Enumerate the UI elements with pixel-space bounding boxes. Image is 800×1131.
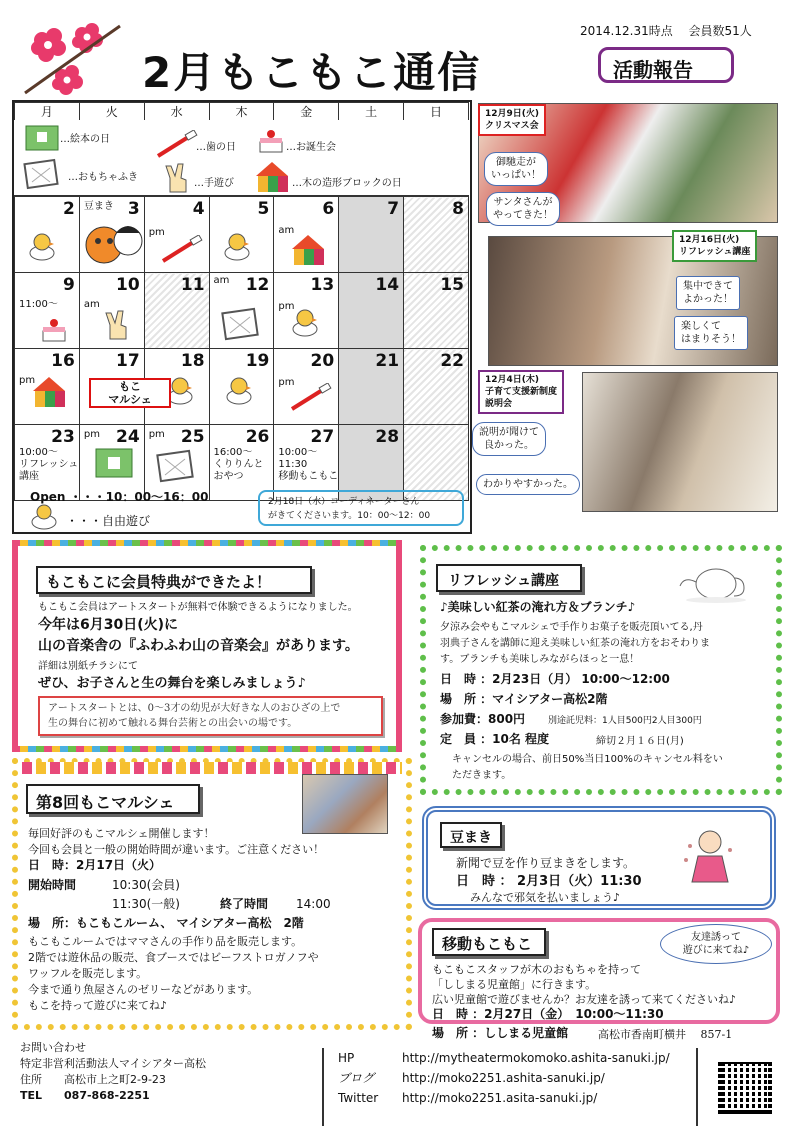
refresh-line-1: 夕涼み会やもこマルシェで手作りお菓子を販売頂いてる,丹 <box>440 622 703 633</box>
day-cell: 15 <box>404 273 469 349</box>
hp-label: HP <box>338 1051 355 1065</box>
open-hours: Open ・・・10：00～16：00 <box>30 490 209 504</box>
day-cell: 26 16:00～ くりりんと おやつ <box>209 425 274 501</box>
oni-okame-icon <box>84 217 144 269</box>
block-house-icon <box>288 231 328 269</box>
refresh-line-3: す。ブランチも美味しみながらほっと一息！ <box>440 654 640 665</box>
benefit-line-2: 今年は6月30日(火)に <box>38 617 179 633</box>
link-block <box>322 1048 698 1126</box>
chick-icon <box>222 231 252 261</box>
idou-place: 場 所 ：ししまる児童館 <box>432 1026 569 1040</box>
day-cell: 22 <box>404 349 469 425</box>
cake-icon <box>256 128 286 156</box>
teapot-icon <box>676 554 756 604</box>
marche-title: 第8回もこマルシェ <box>26 784 200 814</box>
qr-code-icon[interactable] <box>718 1060 772 1114</box>
blog-label: ブログ <box>338 1071 375 1085</box>
idou-line-1: もこもこスタッフが木のおもちゃを持って <box>432 963 641 976</box>
day-cell: 20 pm <box>274 349 339 425</box>
weekday-fri: 金 <box>274 103 339 121</box>
marche-line-2: 今回も会員と一般の開始時間が違います。ご注意ください！ <box>28 843 325 856</box>
day-cell: 18 <box>144 349 209 425</box>
day-cell: 28 <box>339 425 404 501</box>
calendar <box>12 100 472 534</box>
picture-book-icon <box>94 447 134 481</box>
girl-throwing-beans-icon <box>680 826 740 896</box>
weekday-tue: 火 <box>79 103 144 121</box>
refresh-cancel-2: ただきます。 <box>452 770 512 781</box>
marche-end-label: 終了時間 <box>220 897 269 911</box>
marche-line-3: もこもこルームではママさんの手作り品を販売します。 <box>28 935 303 948</box>
refresh-capacity: 定 員 ：10名 程度 <box>440 732 550 746</box>
day-cell: 6 am <box>274 197 339 273</box>
member-count: 2014.12.31時点 会員数51人 <box>580 24 752 38</box>
refresh-cancel-1: キャンセルの場合、前日50%当日100%のキャンセル料をい <box>452 754 723 765</box>
contact-heading: お問い合わせ <box>20 1041 86 1054</box>
idou-line-2: 「ししまる児童館」に行きます。 <box>432 978 597 991</box>
mamemaki-date: 日 時 ： 2月3日（火）11:30 <box>456 874 642 889</box>
toothbrush-icon <box>159 235 203 265</box>
marche-line-1: 毎回好評のもこマルシェ開催します！ <box>28 827 215 840</box>
day-cell: 10 am <box>79 273 144 349</box>
day-cell: 21 <box>339 349 404 425</box>
kosodate-photo <box>582 372 778 512</box>
org-address: 住所 高松市上之町2-9-23 <box>20 1073 166 1086</box>
flower-garland <box>22 762 402 774</box>
weekday-sun: 日 <box>404 103 469 121</box>
weekday-sat: 土 <box>339 103 404 121</box>
org-name: 特定非営利活動法人マイシアター高松 <box>20 1057 207 1070</box>
blog-link[interactable]: http://moko2251.ashita-sanuki.jp/ <box>402 1071 605 1085</box>
mamemaki-line-2: みんなで邪気を払いましょう♪ <box>470 891 621 904</box>
day-cell: 9 11:00～ <box>15 273 80 349</box>
kosodate-bubble-1: 説明が聞けて 良かった。 <box>472 422 546 456</box>
artstart-note: アートスタートとは、0～3才の幼児が大好きな人のおひざの上で 生の舞台に初めて触れる舞台芸術との出会いの場です。 <box>38 696 383 736</box>
toothbrush-icon <box>288 383 332 413</box>
refresh-date: 日 時 ：2月23日（月） 10:00～12:00 <box>440 672 670 686</box>
picture-book-icon <box>24 124 60 154</box>
day-cell: 2 <box>15 197 80 273</box>
day-cell: 25 pm <box>144 425 209 501</box>
refresh-title: リフレッシュ講座 <box>436 564 582 592</box>
day-cell: 14 <box>339 273 404 349</box>
marche-line-7: もこを持って遊びに来てね♪ <box>28 999 168 1012</box>
cleaning-cloth-icon <box>22 156 62 192</box>
day-cell: 17 <box>79 349 144 425</box>
cleaning-cloth-icon <box>220 301 262 341</box>
mokomarche-ribbon: もこ マルシェ <box>89 378 171 408</box>
benefit-line-4: 詳細は別紙チラシにて <box>38 661 138 672</box>
day-cell: 11 <box>144 273 209 349</box>
marche-photo <box>302 774 388 834</box>
refresh-bubble-1: 集中できて よかった！ <box>676 276 740 310</box>
refresh-subtitle: ♪美味しい紅茶の淹れ方＆ブランチ♪ <box>440 600 636 614</box>
marche-start-general: 11:30(一般) <box>112 897 180 911</box>
refresh-deadline: 締切２月１６日(月) <box>596 736 684 747</box>
chick-icon <box>27 231 57 261</box>
activity-report-badge: 活動報告 <box>598 47 734 83</box>
refresh-course-tag: 12月16日(火) リフレッシュ講座 <box>672 230 757 262</box>
idou-line-3: 広い児童館で遊びませんか？お友達を誘って来てくださいね♪ <box>432 993 737 1006</box>
marche-line-4: 2階では遊休品の販売、食ブースではビーフストロガノフや <box>28 951 319 964</box>
day-cell: 27 10:00～ 11:30 移動もこもこ <box>274 425 339 501</box>
day-cell: 3 豆まき <box>79 197 144 273</box>
weekday-thu: 木 <box>209 103 274 121</box>
day-cell: 8 <box>404 197 469 273</box>
block-house-icon <box>252 160 292 196</box>
twitter-label: Twitter <box>338 1091 379 1105</box>
toothbrush-icon <box>154 130 198 160</box>
day-cell: 5 <box>209 197 274 273</box>
idou-date: 日 時 ：2月27日（金） 10:00～11:30 <box>432 1007 664 1021</box>
chick-icon <box>290 307 320 337</box>
marche-end-time: 14:00 <box>296 897 331 911</box>
refresh-line-2: 羽典子さんを講師に迎え美味しい紅茶の淹れ方をおそわりま <box>440 638 710 649</box>
benefit-line-1: もこもこ会員はアートスタートが無料で体験できるようになりました。 <box>38 602 358 613</box>
page-title: 2月もこもこ通信 <box>142 48 482 97</box>
refresh-bubble-2: 楽しくて はまりそう！ <box>674 316 748 350</box>
day-cell: 23 10:00～ リフレッシュ 講座 <box>15 425 80 501</box>
refresh-fee-note: 別途託児料：1人目500円2人目300円 <box>548 716 702 726</box>
xmas-party-tag: 12月9日(火) クリスマス会 <box>478 104 546 136</box>
calendar-legend: …絵本の日 …おもちゃふき …歯の日 …手遊び …お誕生会 …木の造形ブロックの日 <box>14 120 469 196</box>
kosodate-bubble-2: わかりやすかった。 <box>476 474 580 495</box>
weekday-mon: 月 <box>15 103 80 121</box>
hand-play-icon <box>162 162 192 194</box>
cake-icon <box>39 317 69 345</box>
refresh-fee: 参加費：800円 <box>440 712 526 726</box>
day-cell: 13 pm <box>274 273 339 349</box>
hand-play-icon <box>102 309 132 343</box>
xmas-bubble-1: 御馳走が いっぱい！ <box>484 152 548 186</box>
chick-icon <box>224 375 254 405</box>
day-cell: 12 am <box>209 273 274 349</box>
day-cell: 4 pm <box>144 197 209 273</box>
marche-date: 日 時：2月17日（火） <box>28 858 162 872</box>
kosodate-tag: 12月4日(木) 子育て支援新制度 説明会 <box>478 370 564 414</box>
benefit-line-5: ぜひ、お子さんと生の舞台を楽しみましょう♪ <box>38 676 306 691</box>
hp-link[interactable]: http://mytheatermokomoko.ashita-sanuki.jp/ <box>402 1051 670 1065</box>
weekday-wed: 水 <box>144 103 209 121</box>
contact-block <box>20 1040 206 1104</box>
idou-title: 移動もこもこ <box>432 928 546 956</box>
marche-start-label: 開始時間 <box>28 878 77 892</box>
cleaning-cloth-icon <box>155 447 197 487</box>
chick-icon <box>30 502 60 530</box>
refresh-place: 場 所 ：マイシアター高松2階 <box>440 692 608 706</box>
benefit-line-3: 山の音楽舎の『ふわふわ山の音楽会』があります。 <box>38 638 359 654</box>
day-cell: 16 pm <box>15 349 80 425</box>
idou-bubble: 友達誘って 遊びに来てね♪ <box>660 924 772 964</box>
plum-flowers-icon <box>20 18 130 98</box>
marche-start-member: 10:30(会員) <box>112 878 180 892</box>
coordinator-note: 2月18日（水）コーディネーターさん がきてくださいます。10：00～12：00 <box>258 490 464 526</box>
day-cell: 7 <box>339 197 404 273</box>
marche-place: 場 所：もこもこルーム、 マイシアター高松 2階 <box>28 916 304 930</box>
mamemaki-title: 豆まき <box>440 822 502 848</box>
idou-address: 高松市香南町横井 857-1 <box>598 1028 733 1041</box>
day-cell: 19 <box>209 349 274 425</box>
twitter-link[interactable]: http://moko2251.asita-sanuki.jp/ <box>402 1091 598 1105</box>
marche-line-5: ワッフルを販売します。 <box>28 967 148 980</box>
day-cell: 24 pm <box>79 425 144 501</box>
marche-line-6: 今まで通り魚屋さんのゼリーなどがあります。 <box>28 983 259 996</box>
mamemaki-line-1: 新聞で豆を作り豆まきをします。 <box>456 856 636 870</box>
xmas-bubble-2: サンタさんが やってきた！ <box>486 192 560 226</box>
free-play-legend: ・・・自由遊び <box>66 514 151 528</box>
org-tel: TEL 087-868-2251 <box>20 1089 150 1102</box>
benefit-title: もこもこに会員特典ができたよ！ <box>36 566 312 594</box>
block-house-icon <box>29 373 69 411</box>
